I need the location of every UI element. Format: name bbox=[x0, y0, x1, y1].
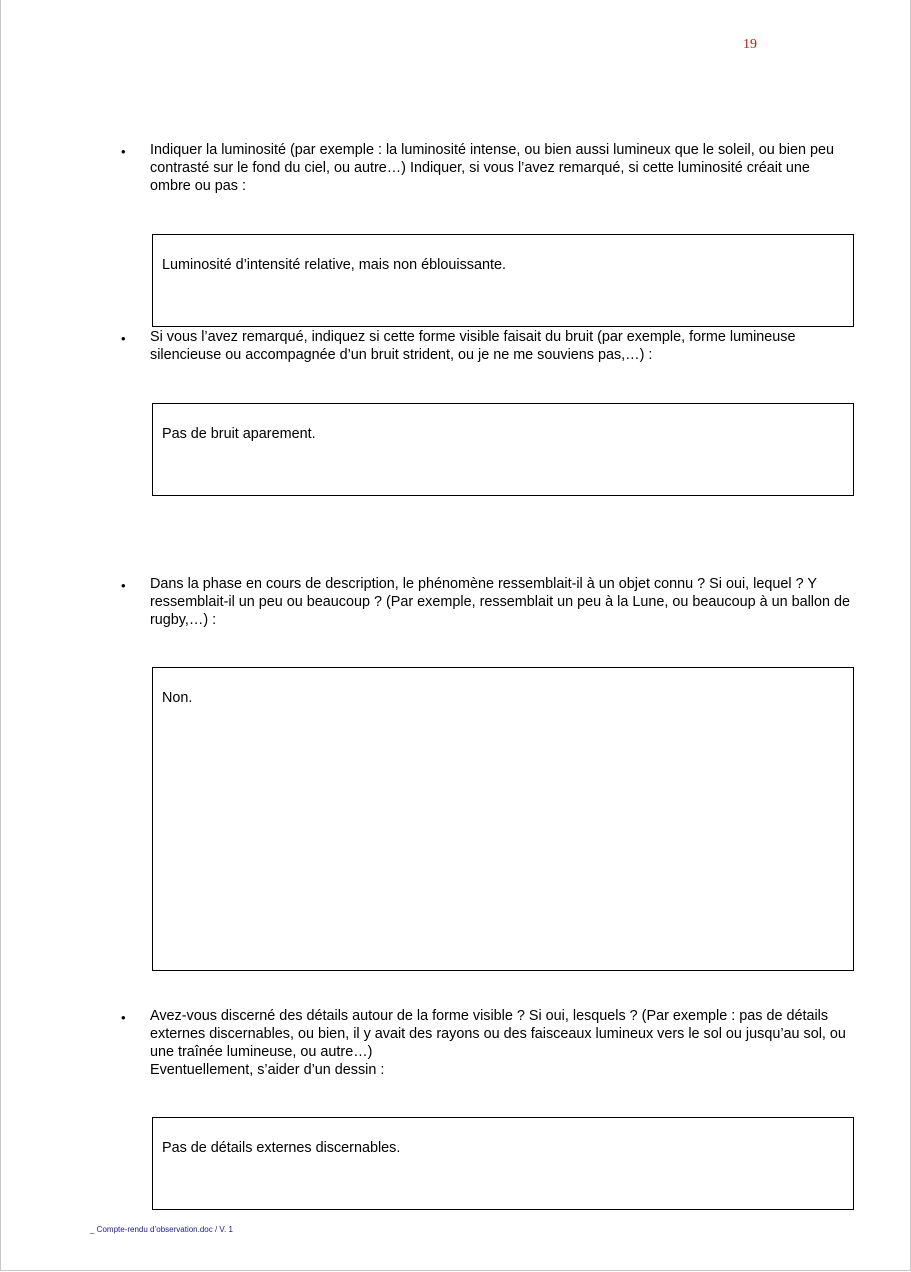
bullet-icon: • bbox=[121, 331, 126, 346]
bullet-icon: • bbox=[121, 1010, 126, 1025]
question-noise: Si vous l’avez remarqué, indiquez si cette forme visible faisait du bruit (par exemple, forme lumineuse silencieuse ou accompagnée d’un bruit strident, ou je ne me souviens pas,…) : bbox=[150, 329, 796, 363]
footer-filename: _ Compte-rendu d’observation.doc / V. 1 bbox=[90, 1225, 233, 1234]
bullet-icon: • bbox=[121, 144, 126, 159]
question-luminosity: Indiquer la luminosité (par exemple : la luminosité intense, ou bien aussi lumineux que le soleil, ou bien peu contrasté sur le fond du ciel, ou autre…) Indiquer, si vous l’avez remarqué, si cette luminosité créait une ombre ou pas : bbox=[150, 142, 834, 194]
question-details bbox=[150, 1007, 850, 1079]
answer-resemblance: Non. bbox=[162, 690, 193, 706]
question-resemblance: Dans la phase en cours de description, le phénomène ressemblait-il à un objet connu ? Si oui, lequel ? Y ressemblait-il un peu ou beaucoup ? (Par exemple, ressemblait un peu à la Lune, ou beaucoup à un ballon de rugby,…) : bbox=[150, 576, 851, 628]
answer-box-resemblance bbox=[152, 667, 854, 971]
page-number: 19 bbox=[743, 37, 757, 52]
answer-noise: Pas de bruit aparement. bbox=[162, 426, 316, 442]
question-details-text: Avez-vous discerné des détails autour de la forme visible ? Si oui, lesquels ? (Par exemple : pas de détails externes discernables, ou bien, il y avait des rayons ou des faisceaux lumineux vers le sol ou jusqu’au sol, ou une traînée lumineuse, ou autre…) bbox=[150, 1008, 846, 1060]
answer-details: Pas de détails externes discernables. bbox=[162, 1140, 401, 1156]
bullet-icon: • bbox=[121, 578, 126, 593]
answer-luminosity: Luminosité d’intensité relative, mais non éblouissante. bbox=[162, 257, 506, 273]
answer-box-luminosity bbox=[152, 234, 854, 327]
answer-box-noise bbox=[152, 403, 854, 496]
question-details-extra: Eventuellement, s’aider d’un dessin : bbox=[150, 1062, 385, 1078]
answer-box-details bbox=[152, 1117, 854, 1210]
